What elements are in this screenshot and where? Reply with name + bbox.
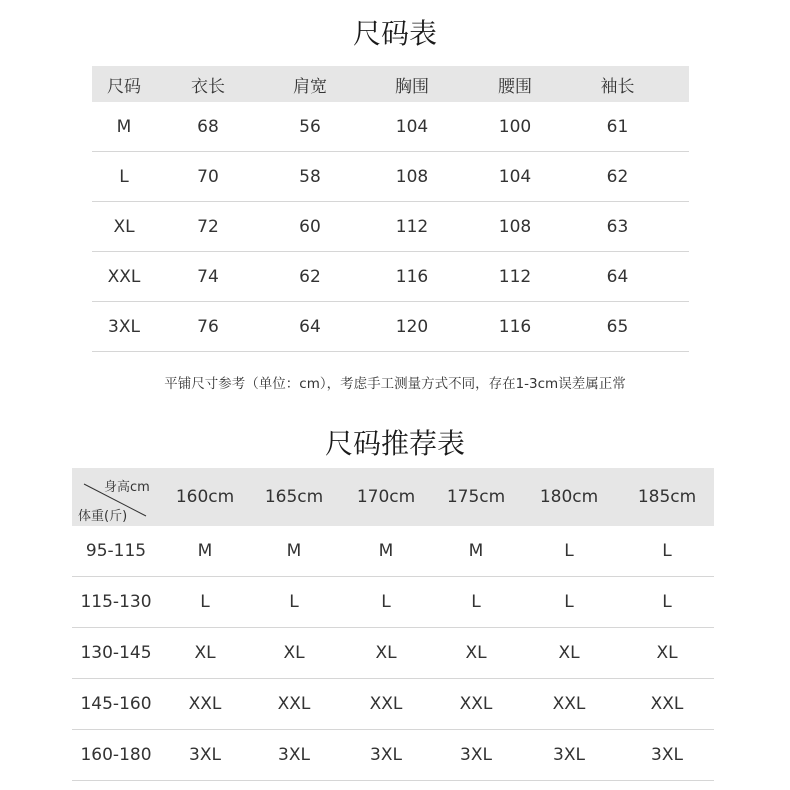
table-cell: 62 [299, 266, 321, 287]
table-cell: L [564, 541, 574, 561]
weight-range-cell: 95-115 [85, 541, 147, 561]
table-cell: XL [465, 643, 487, 663]
header-cell: 衣长 [191, 76, 225, 97]
height-axis-label: 身高cm [104, 480, 150, 495]
table-cell: M [468, 541, 484, 561]
header-cell: 180cm [539, 487, 599, 507]
table-cell: 3XL [370, 745, 402, 765]
table-cell: XXL [650, 694, 684, 714]
table-row [92, 102, 689, 152]
table-cell: L [564, 592, 574, 612]
table-cell: 116 [395, 266, 429, 287]
table-cell: XXL [459, 694, 493, 714]
table-cell: 70 [197, 166, 219, 187]
table-cell: 3XL [108, 316, 140, 337]
header-cell: 肩宽 [293, 76, 327, 97]
table-cell: L [200, 592, 210, 612]
size-chart-table [92, 66, 689, 352]
table-cell: M [116, 116, 132, 137]
table-cell: XXL [369, 694, 403, 714]
weight-range-cell: 130-145 [80, 643, 152, 663]
measurement-note: 平铺尺寸参考（单位：cm），考虑手工测量方式不同，存在1-3cm误差属正常 [164, 376, 626, 392]
table-cell: 58 [299, 166, 321, 187]
table-cell: 3XL [460, 745, 492, 765]
header-cell: 170cm [356, 487, 416, 507]
recommend-title: 尺码推荐表 [324, 427, 465, 460]
table-row [92, 152, 689, 202]
table-cell: 112 [498, 266, 532, 287]
table-row [92, 202, 689, 252]
table-cell: XXL [277, 694, 311, 714]
table-cell: L [119, 166, 129, 187]
table-cell: XL [558, 643, 580, 663]
table-row [72, 628, 714, 679]
table-cell: 3XL [278, 745, 310, 765]
table-cell: M [286, 541, 302, 561]
table-cell: L [289, 592, 299, 612]
header-cell: 175cm [446, 487, 506, 507]
table-cell: 104 [395, 116, 429, 137]
table-cell: 3XL [651, 745, 683, 765]
table-cell: 62 [606, 166, 629, 187]
size-chart-title: 尺码表 [352, 17, 437, 50]
corner-header-cell [72, 468, 160, 526]
size-chart-header-row [92, 66, 689, 102]
weight-range-cell: 160-180 [80, 745, 152, 765]
table-row [92, 252, 689, 302]
table-cell: 64 [299, 316, 321, 337]
table-cell: 63 [606, 216, 629, 237]
table-cell: L [471, 592, 481, 612]
table-cell: 61 [606, 116, 629, 137]
table-cell: 64 [606, 266, 629, 287]
table-cell: XL [656, 643, 678, 663]
table-cell: XL [194, 643, 216, 663]
table-row [92, 302, 689, 352]
table-cell: 3XL [553, 745, 585, 765]
table-cell: 112 [395, 216, 429, 237]
header-cell: 尺码 [107, 76, 141, 97]
table-cell: XXL [552, 694, 586, 714]
table-cell: 65 [606, 316, 629, 337]
table-cell: 116 [498, 316, 532, 337]
table-cell: 56 [299, 116, 321, 137]
header-cell: 袖长 [600, 76, 635, 97]
table-cell: XXL [188, 694, 222, 714]
table-cell: 76 [197, 316, 219, 337]
table-cell: 68 [197, 116, 219, 137]
table-cell: 100 [498, 116, 532, 137]
recommend-table [72, 468, 714, 781]
table-cell: XL [283, 643, 305, 663]
table-cell: XL [375, 643, 397, 663]
table-cell: 108 [395, 166, 429, 187]
table-cell: 108 [498, 216, 532, 237]
table-cell: L [662, 541, 672, 561]
table-cell: M [197, 541, 213, 561]
table-cell: L [662, 592, 672, 612]
table-cell: M [378, 541, 394, 561]
header-cell: 160cm [175, 487, 235, 507]
table-cell: 60 [299, 216, 321, 237]
header-cell: 165cm [264, 487, 324, 507]
table-cell: XXL [107, 266, 141, 287]
table-cell: XL [113, 216, 135, 237]
table-cell: 72 [197, 216, 219, 237]
table-row [72, 730, 714, 781]
weight-range-cell: 115-130 [80, 592, 152, 612]
table-cell: 74 [197, 266, 219, 287]
table-cell: 104 [498, 166, 532, 187]
weight-range-cell: 145-160 [80, 694, 152, 714]
recommend-header-row [72, 468, 714, 526]
header-cell: 胸围 [395, 76, 429, 97]
table-row [72, 526, 714, 577]
table-cell: 120 [395, 316, 429, 337]
weight-axis-label: 体重(斤) [78, 509, 128, 524]
table-row [72, 679, 714, 730]
header-cell: 185cm [637, 487, 697, 507]
table-row [72, 577, 714, 628]
header-cell: 腰围 [498, 76, 532, 97]
table-cell: L [381, 592, 391, 612]
table-cell: 3XL [189, 745, 221, 765]
